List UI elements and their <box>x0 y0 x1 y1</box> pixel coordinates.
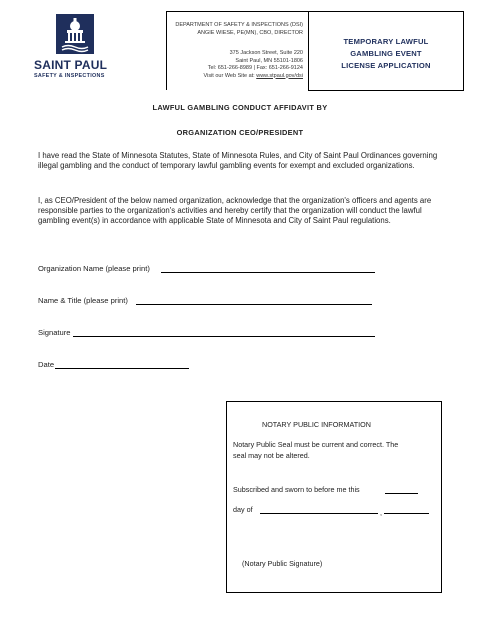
address-street: 375 Jackson Street, Suite 220 <box>229 50 303 56</box>
form-title-line: LICENSE APPLICATION <box>341 61 431 70</box>
logo-name: SAINT PAUL <box>34 58 108 72</box>
form-title-line: GAMBLING EVENT <box>350 49 422 58</box>
day-of-label: day of <box>233 505 253 514</box>
paragraph-statutes: I have read the State of Minnesota Statutes, State of Minnesota Rules, and City of Saint Paul Ordinances governing illegal gambling and the conduct of temporary lawful gambling events for exempt and excluded organizations. <box>38 151 438 170</box>
department-name <box>175 22 303 37</box>
affidavit-subheading: ORGANIZATION CEO/PRESIDENT <box>176 128 304 137</box>
notary-title: NOTARY PUBLIC INFORMATION <box>262 420 371 429</box>
website-line <box>204 73 303 81</box>
form-title-line: TEMPORARY LAWFUL <box>343 37 429 46</box>
saint-paul-logo <box>34 14 120 84</box>
paragraph-certification: I, as CEO/President of the below named organization, acknowledge that the organization's officers and agents are responsible parties to the organization's activities and hereby certify that the organization will conduct the lawful gambling event(s) in accordance with applicable State of Minnesota and City of Saint Paul regulations. <box>38 196 432 225</box>
address-city: Saint Paul, MN 55101-1806 <box>235 57 303 64</box>
year-line[interactable] <box>384 513 429 514</box>
website-link[interactable]: www.stpaul.gov/dsi <box>256 72 303 79</box>
website-prefix: Visit our Web Site at: <box>203 72 255 79</box>
name-title-line[interactable] <box>136 304 372 305</box>
day-of-month-line[interactable] <box>260 513 378 514</box>
signature-label: Signature <box>38 328 71 337</box>
org-name-line[interactable] <box>161 272 375 273</box>
notary-public-box <box>226 401 442 593</box>
signature-line[interactable] <box>73 336 375 337</box>
department-line: DEPARTMENT OF SAFETY & INSPECTIONS (DSI) <box>175 22 303 28</box>
comma: , <box>380 508 382 517</box>
department-address <box>204 50 303 80</box>
affidavit-heading: LAWFUL GAMBLING CONDUCT AFFIDAVIT BY <box>152 103 328 112</box>
department-info-box <box>166 11 309 90</box>
sworn-day-line[interactable] <box>385 493 418 494</box>
date-line[interactable] <box>55 368 189 369</box>
notary-seal-line: Notary Public Seal must be current and correct. The <box>233 440 399 449</box>
name-title-label: Name & Title (please print) <box>38 296 128 305</box>
org-name-label: Organization Name (please print) <box>38 264 150 273</box>
form-title <box>309 36 463 72</box>
logo-subtitle: SAFETY & INSPECTIONS <box>34 73 105 79</box>
phone-fax: Tel: 651-266-8989 | Fax: 651-266-9124 <box>207 65 303 71</box>
form-title-box <box>308 11 464 91</box>
director-line: ANGIE WIESE, PE(MN), CBO, DIRECTOR <box>197 29 303 36</box>
capitol-building-icon <box>56 14 94 54</box>
notary-seal-line: seal may not be altered. <box>233 451 310 460</box>
date-label: Date <box>38 360 55 369</box>
notary-signature-caption: (Notary Public Signature) <box>242 559 323 568</box>
sworn-label: Subscribed and sworn to before me this <box>233 485 360 494</box>
